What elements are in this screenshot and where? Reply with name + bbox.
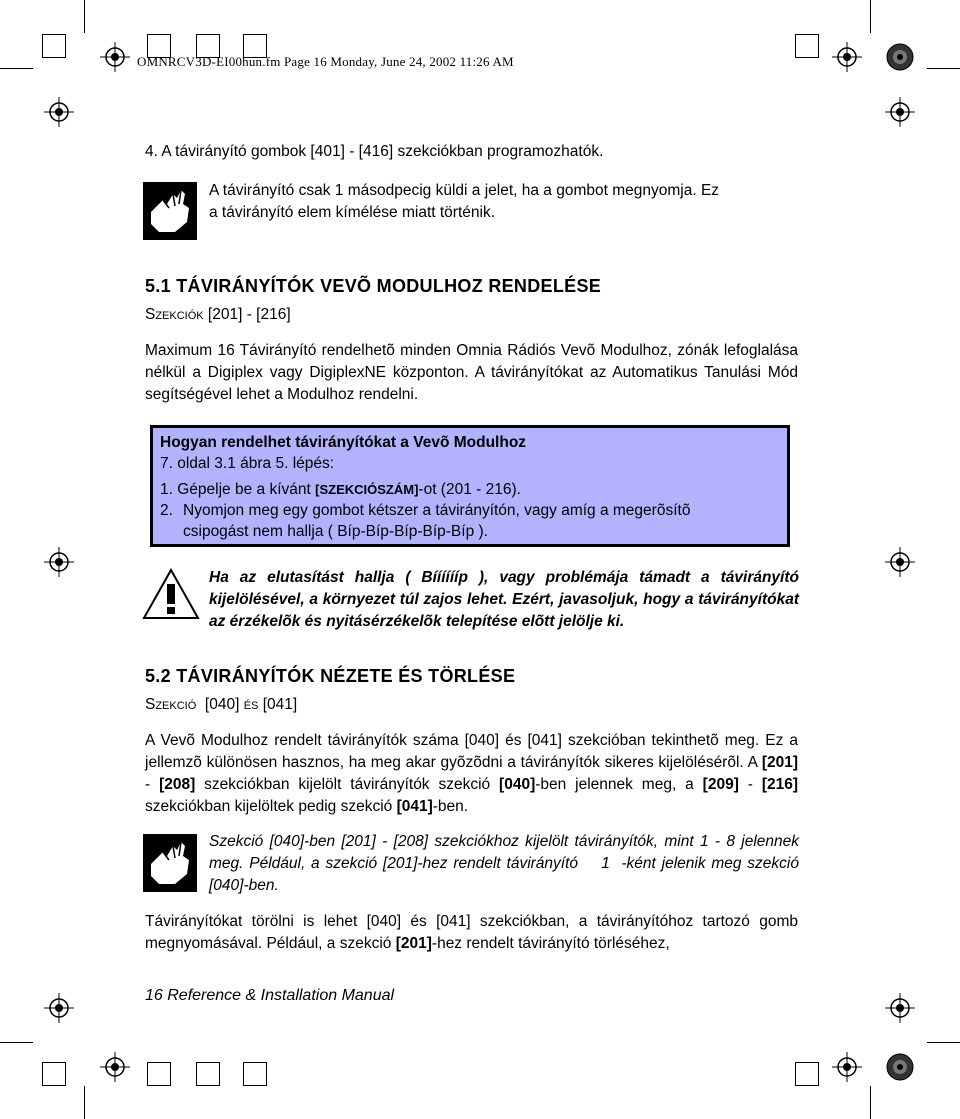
howto-title: Hogyan rendelhet távirányítókat a Vevõ Modulhoz xyxy=(160,434,527,451)
p1-bold: [201] xyxy=(761,754,798,771)
crop-mark xyxy=(84,0,85,33)
registration-mark-icon xyxy=(832,1052,862,1082)
howto-step-1-b: [SZEKCIÓSZÁM] xyxy=(315,482,419,497)
p2-text: -hez rendelt távirányító törléséhez, xyxy=(431,935,670,952)
warning-icon xyxy=(142,568,200,620)
section-51-paragraph: Maximum 16 Távirányító rendelhetõ minden Omnia Rádiós Vevõ Modulhoz, zónák lefoglalása nélkül a Digiplex vagy DigiplexNE központon. A távirányítókat az Automatikus Tanulási Mód segítségével lehet a Modulhoz rendelni. xyxy=(145,342,798,403)
p1-bold: [040] xyxy=(499,776,536,793)
p1-text: -ben jelennek meg, a xyxy=(535,776,703,793)
note-1 xyxy=(209,180,809,224)
howto-step-2-line2: csipogást nem hallja ( Bíp-Bíp-Bíp-Bíp-Bíp ). xyxy=(183,523,488,540)
page-footer: 16 Reference & Installation Manual xyxy=(145,987,395,1004)
hand-pointer-icon xyxy=(143,834,197,892)
crop-square xyxy=(795,34,819,58)
item-4: 4. A távirányító gombok [401] - [416] szekciókban programozhatók. xyxy=(145,143,604,160)
registration-mark-icon xyxy=(832,42,862,72)
crop-mark xyxy=(927,68,960,69)
section-52-title: 5.2 TÁVIRÁNYÍTÓK NÉZETE ÉS TÖRLÉSE xyxy=(145,666,516,686)
howto-step-2-num: 2. xyxy=(160,502,173,519)
crop-square xyxy=(147,1062,171,1086)
howto-box xyxy=(150,425,790,547)
crop-square xyxy=(795,1062,819,1086)
howto-step-1-a: Gépelje be a kívánt xyxy=(177,481,316,498)
section-51-subtitle xyxy=(145,306,291,324)
p1-text: A Vevõ Modulhoz rendelt távirányítók száma [040] és [041] szekcióban tekinthetõ meg. Ez a jellemzõ különösen hasznos, ha meg akar gyõzõdni a távirányítók sikeres kijelölésérõl. A xyxy=(145,732,798,771)
p1-text: szekciókban kijelölt távirányítók szekció xyxy=(195,776,500,793)
registration-mark-icon xyxy=(44,547,74,577)
registration-mark-icon xyxy=(885,1052,915,1082)
warning-text: Ha az elutasítást hallja ( Bííííííp ), vagy problémája támadt a távirányító kijelölésével, a környezet túl zajos lehet. Ezért, javasoljuk, hogy a távirányítókat az érzékelõk és nyitásérzékelõk telepítése elõtt jelölje ki. xyxy=(209,569,799,630)
section-52-sub-end: [041] xyxy=(258,696,298,713)
section-52-paragraph-1 xyxy=(145,730,798,818)
crop-mark xyxy=(0,68,33,69)
registration-mark-icon xyxy=(885,97,915,127)
p1-text: -ben. xyxy=(432,798,469,815)
registration-mark-icon xyxy=(100,1052,130,1082)
howto-step-1-num: 1. xyxy=(160,481,173,498)
howto-step-2-line1: Nyomjon meg egy gombot kétszer a távirányítón, vagy amíg a megerõsítõ xyxy=(183,502,691,519)
note-1-line1: A távirányító csak 1 másodpecig küldi a jelet, ha a gombot megnyomja. Ez xyxy=(209,182,720,199)
crop-mark xyxy=(870,1086,871,1119)
page-header: OMNRCV3D-EI00hun.fm Page 16 Monday, June 24, 2002 11:26 AM xyxy=(137,54,514,69)
p1-text: szekciókban kijelöltek pedig szekció xyxy=(145,798,397,815)
crop-mark xyxy=(84,1086,85,1119)
note-1-line2: a távirányító elem kímélése miatt történik. xyxy=(209,204,496,221)
howto-step-1-c: -ot (201 - 216). xyxy=(418,481,521,498)
p1-bold: [216] xyxy=(761,776,799,793)
crop-square xyxy=(42,1062,66,1086)
p1-bold: [208] xyxy=(159,776,196,793)
section-51-sub-rest: [201] - [216] xyxy=(203,306,291,323)
section-52-sub-mid: [040] xyxy=(196,696,244,713)
registration-mark-icon xyxy=(885,993,915,1023)
howto-step-1 xyxy=(160,479,775,500)
registration-mark-icon xyxy=(44,97,74,127)
section-51-title: 5.1 TÁVIRÁNYÍTÓK VEVÕ MODULHOZ RENDELÉSE xyxy=(145,276,602,296)
p2-bold: [201] xyxy=(395,935,432,952)
section-52-subtitle xyxy=(145,696,297,714)
p1-bold: [041] xyxy=(396,798,433,815)
howto-step-2-text xyxy=(183,500,690,542)
howto-ref: 7. oldal 3.1 ábra 5. lépés: xyxy=(160,455,335,472)
crop-square xyxy=(243,1062,267,1086)
section-52-paragraph-2 xyxy=(145,911,798,955)
crop-square xyxy=(42,34,66,58)
crop-square xyxy=(196,1062,220,1086)
section-51-sub-sc: Szekciók xyxy=(145,306,204,323)
p1-text: - xyxy=(738,776,762,793)
p1-bold: [209] xyxy=(702,776,739,793)
p2-text: Távirányítókat törölni is lehet [040] és [041] szekciókban, a távirányítóhoz tartozó gomb megnyomásával. Például, a szekció xyxy=(145,913,798,952)
registration-mark-icon xyxy=(100,42,130,72)
hand-pointer-icon xyxy=(143,182,197,240)
crop-mark xyxy=(927,1042,960,1043)
registration-mark-icon xyxy=(44,993,74,1023)
section-52-sub-sc1: Szekció xyxy=(145,696,197,713)
registration-mark-icon xyxy=(885,547,915,577)
crop-mark xyxy=(870,0,871,33)
section-52-sub-sc2: és xyxy=(243,696,259,713)
crop-mark xyxy=(0,1042,33,1043)
howto-step-2 xyxy=(160,500,775,542)
registration-mark-icon xyxy=(885,42,915,72)
p1-text: - xyxy=(145,776,160,793)
section-52-note: Szekció [040]-ben [201] - [208] szekciókhoz kijelölt távirányítók, mint 1 - 8 jelennek meg. Például, a szekció [201]-hez rendelt távirányító 1 -ként jelenik meg szekció [040]-ben. xyxy=(209,833,804,894)
